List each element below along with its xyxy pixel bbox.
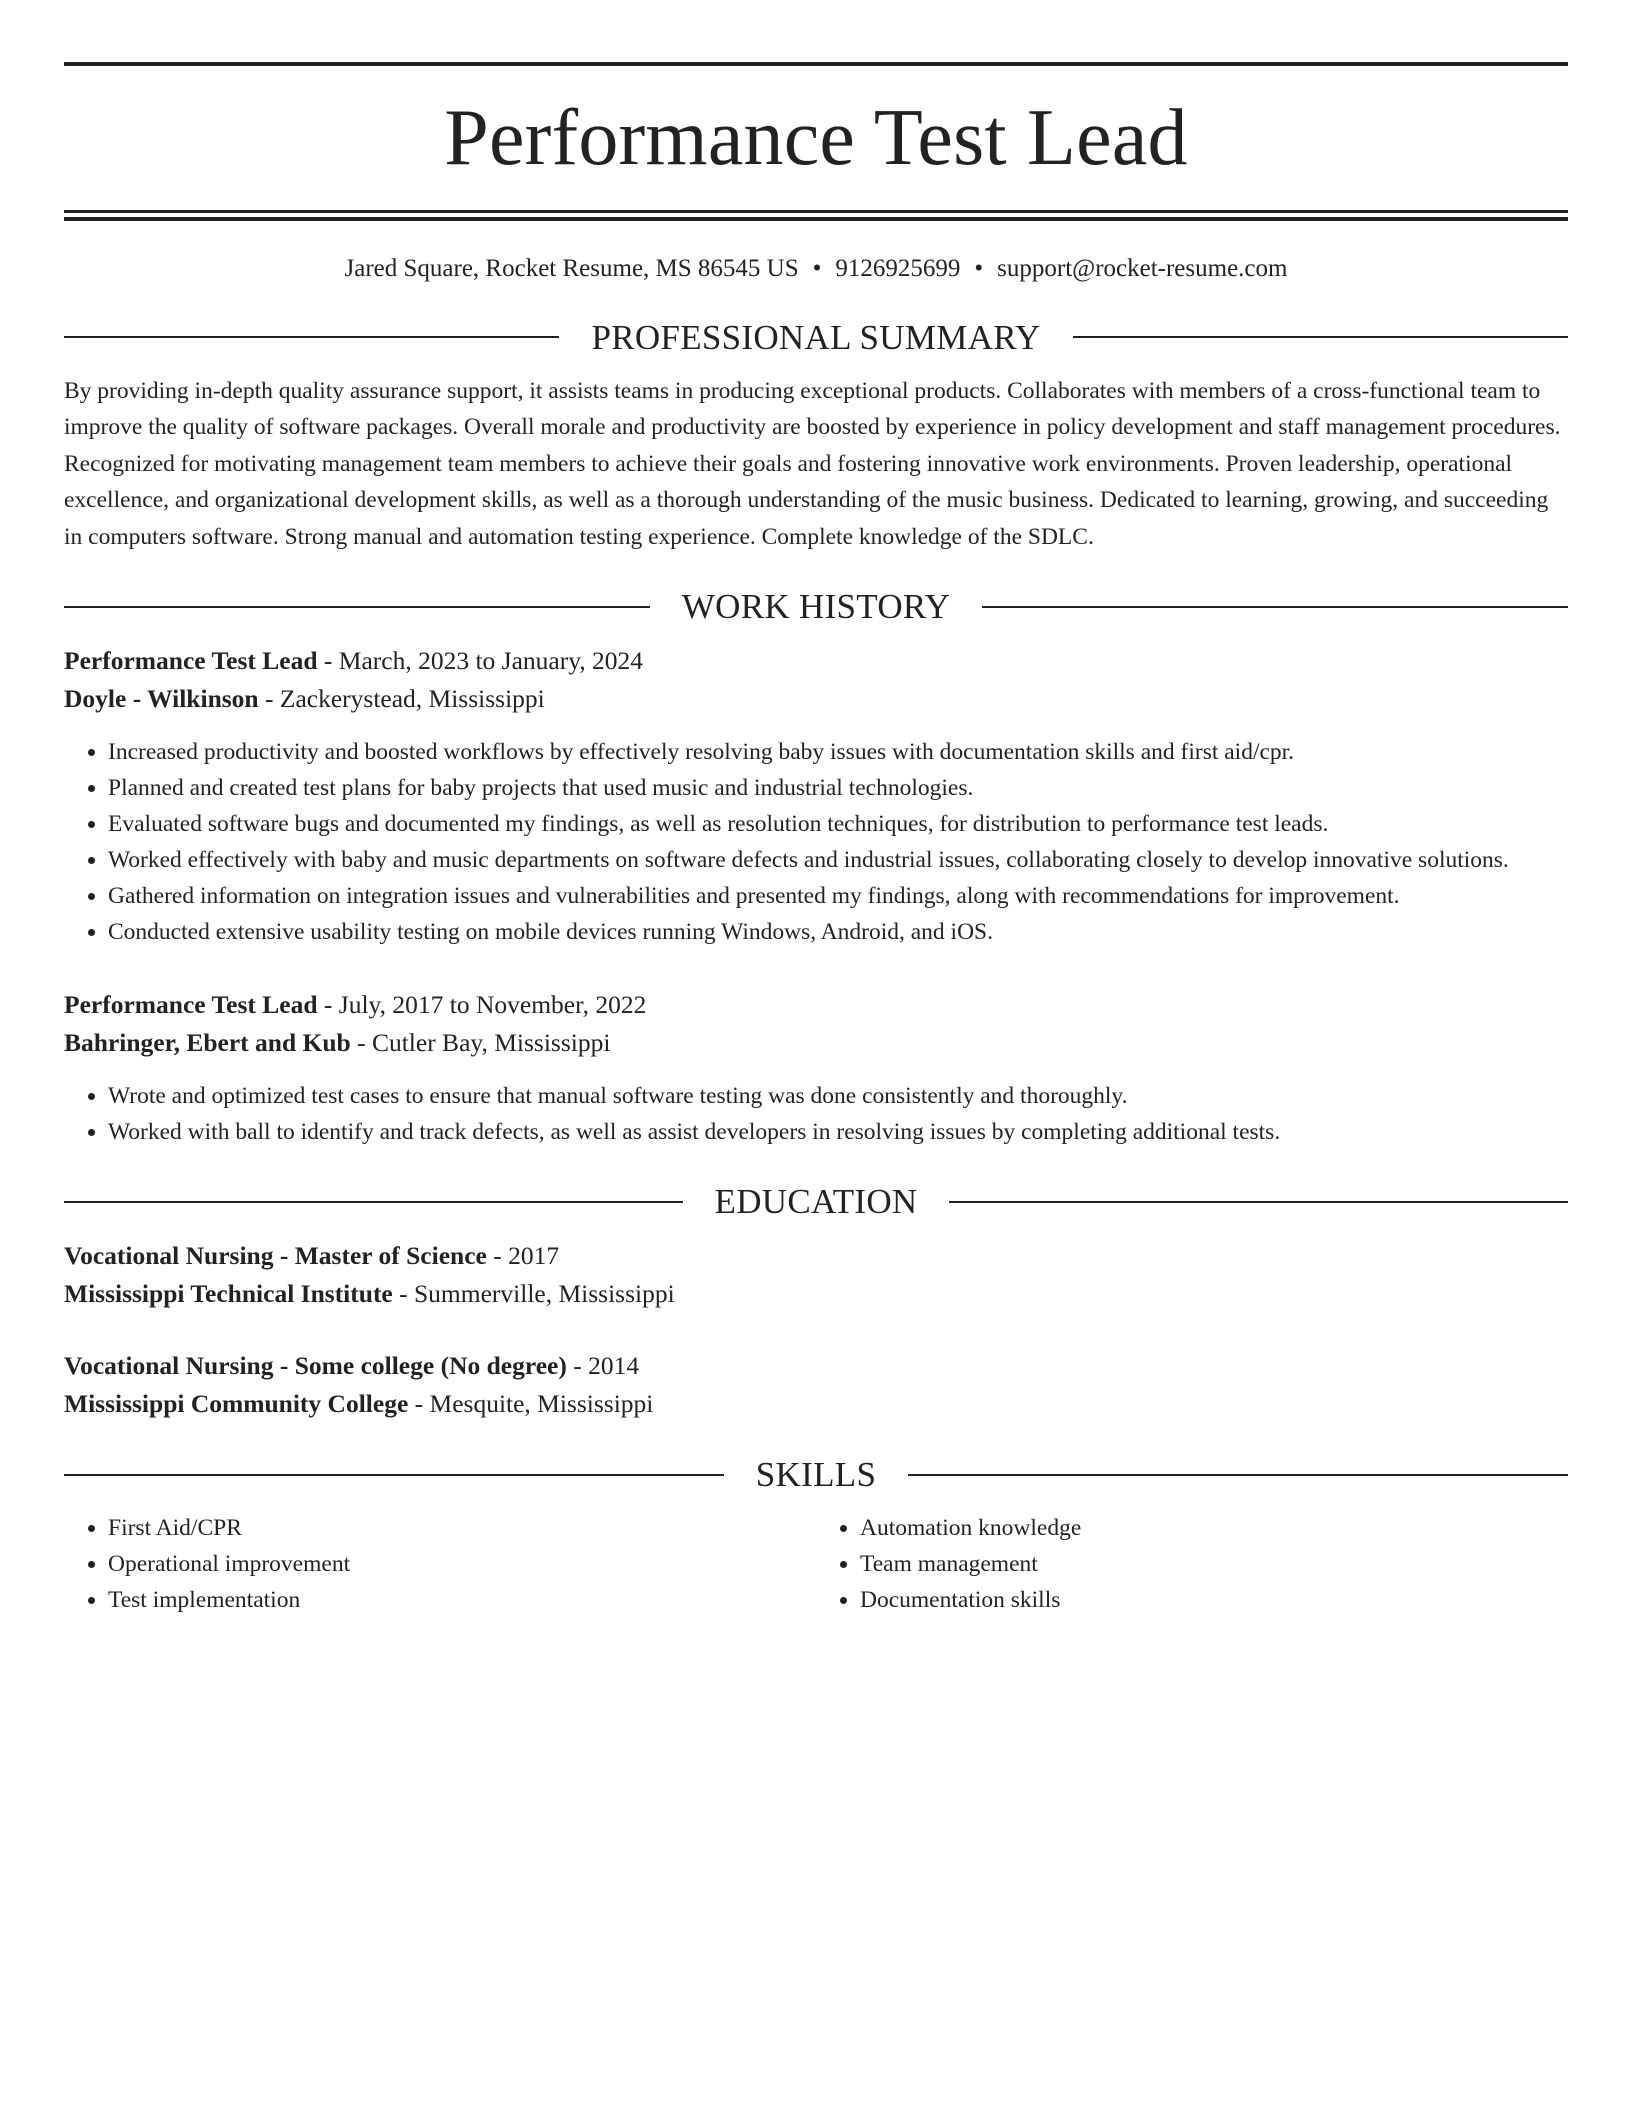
education-degree-line (64, 1237, 1568, 1275)
job-dates: - March, 2023 to January, 2024 (317, 646, 644, 675)
education-school: Mississippi Community College (64, 1389, 409, 1418)
job-bullets (64, 734, 1568, 950)
list-item: • Gathered information on integration issues and vulnerabilities and presented my findings, along with recommendations for improvement. (108, 878, 1568, 914)
job-title-line (64, 986, 1568, 1024)
education-location: - Summerville, Mississippi (392, 1279, 675, 1308)
job-entry (64, 642, 1568, 950)
list-item: • Conducted extensive usability testing on mobile devices running Windows, Android, and iOS. (108, 914, 1568, 950)
job-title-line (64, 642, 1568, 680)
header-double-rule (64, 210, 1568, 221)
list-item: • Worked effectively with baby and music departments on software defects and industrial issues, collaborating closely to develop innovative solutions. (108, 842, 1568, 878)
list-item: • Worked with ball to identify and track defects, as well as assist developers in resolving issues by completing additional tests. (108, 1114, 1568, 1150)
section-title: PROFESSIONAL SUMMARY (591, 317, 1041, 357)
skill-item: • Team management (860, 1546, 1568, 1582)
job-company: Doyle - Wilkinson (64, 684, 259, 713)
education-school: Mississippi Technical Institute (64, 1279, 393, 1308)
contact-line (64, 253, 1568, 286)
list-item: • Planned and created test plans for baby projects that used music and industrial technologies. (108, 770, 1568, 806)
section-rule-left (64, 606, 650, 608)
education-location: - Mesquite, Mississippi (408, 1389, 654, 1418)
section-header-summary (64, 317, 1568, 357)
contact-address: Jared Square, Rocket Resume, MS 86545 US (344, 255, 799, 282)
job-title: Performance Test Lead (64, 990, 318, 1019)
skills-list-right (816, 1510, 1568, 1618)
skills-list-left (64, 1510, 816, 1618)
job-bullets (64, 1078, 1568, 1150)
education-entry (64, 1237, 1568, 1313)
skill-item: • Documentation skills (860, 1582, 1568, 1618)
section-rule-right (1073, 336, 1568, 338)
contact-separator: • (974, 255, 984, 282)
job-location: - Cutler Bay, Mississippi (350, 1028, 611, 1057)
section-rule-right (949, 1201, 1568, 1203)
job-title: Performance Test Lead (64, 646, 318, 675)
header-top-rule (64, 62, 1568, 66)
section-rule-right (982, 606, 1568, 608)
section-rule-left (64, 336, 559, 338)
education-school-line (64, 1385, 1568, 1423)
job-company: Bahringer, Ebert and Kub (64, 1028, 351, 1057)
skill-item: • Operational improvement (108, 1546, 816, 1582)
section-rule-left (64, 1474, 724, 1476)
job-dates: - July, 2017 to November, 2022 (317, 990, 647, 1019)
education-year: - 2014 (566, 1351, 640, 1380)
list-item: • Wrote and optimized test cases to ensure that manual software testing was done consistently and thoroughly. (108, 1078, 1568, 1114)
education-entry (64, 1347, 1568, 1423)
section-header-education (64, 1184, 1568, 1219)
section-title: SKILLS (755, 1455, 877, 1494)
contact-separator: • (812, 255, 822, 282)
section-title: EDUCATION (714, 1182, 918, 1221)
section-rule-right (908, 1474, 1568, 1476)
skills-columns (64, 1510, 1568, 1618)
summary-text: By providing in-depth quality assurance support, it assists teams in producing exceptional products. Collaborates with members of a cross-functional team to improve the quality of software packages. Overall morale and productivity are boosted by experience in policy development and staff management procedures. Recognized for motivating management team members to achieve their goals and fostering innovative work environments. Proven leadership, operational excellence, and organizational development skills, as well as a thorough understanding of the music business. Dedicated to learning, growing, and succeeding in computers software. Strong manual and automation testing experience. Complete knowledge of the SDLC. (64, 377, 1561, 550)
list-item: • Evaluated software bugs and documented my findings, as well as resolution techniques, for distribution to performance test leads. (108, 806, 1568, 842)
resume-name: Performance Test Lead (444, 94, 1188, 182)
education-degree: Vocational Nursing - Some college (No degree) (64, 1351, 567, 1380)
job-company-line (64, 1024, 1568, 1062)
education-degree: Vocational Nursing - Master of Science (64, 1241, 487, 1270)
section-header-skills (64, 1457, 1568, 1492)
skill-item: • Test implementation (108, 1582, 816, 1618)
skill-item: • First Aid/CPR (108, 1510, 816, 1546)
section-header-work (64, 589, 1568, 624)
job-entry (64, 986, 1568, 1150)
education-year: - 2017 (486, 1241, 560, 1270)
job-company-line (64, 680, 1568, 718)
skill-item: • Automation knowledge (860, 1510, 1568, 1546)
contact-email: support@rocket-resume.com (997, 255, 1288, 282)
contact-phone: 9126925699 (835, 255, 961, 282)
section-rule-left (64, 1201, 683, 1203)
education-school-line (64, 1275, 1568, 1313)
list-item: • Increased productivity and boosted workflows by effectively resolving baby issues with documentation skills and first aid/cpr. (108, 734, 1568, 770)
job-location: - Zackerystead, Mississippi (258, 684, 545, 713)
education-degree-line (64, 1347, 1568, 1385)
section-title: WORK HISTORY (681, 587, 951, 626)
